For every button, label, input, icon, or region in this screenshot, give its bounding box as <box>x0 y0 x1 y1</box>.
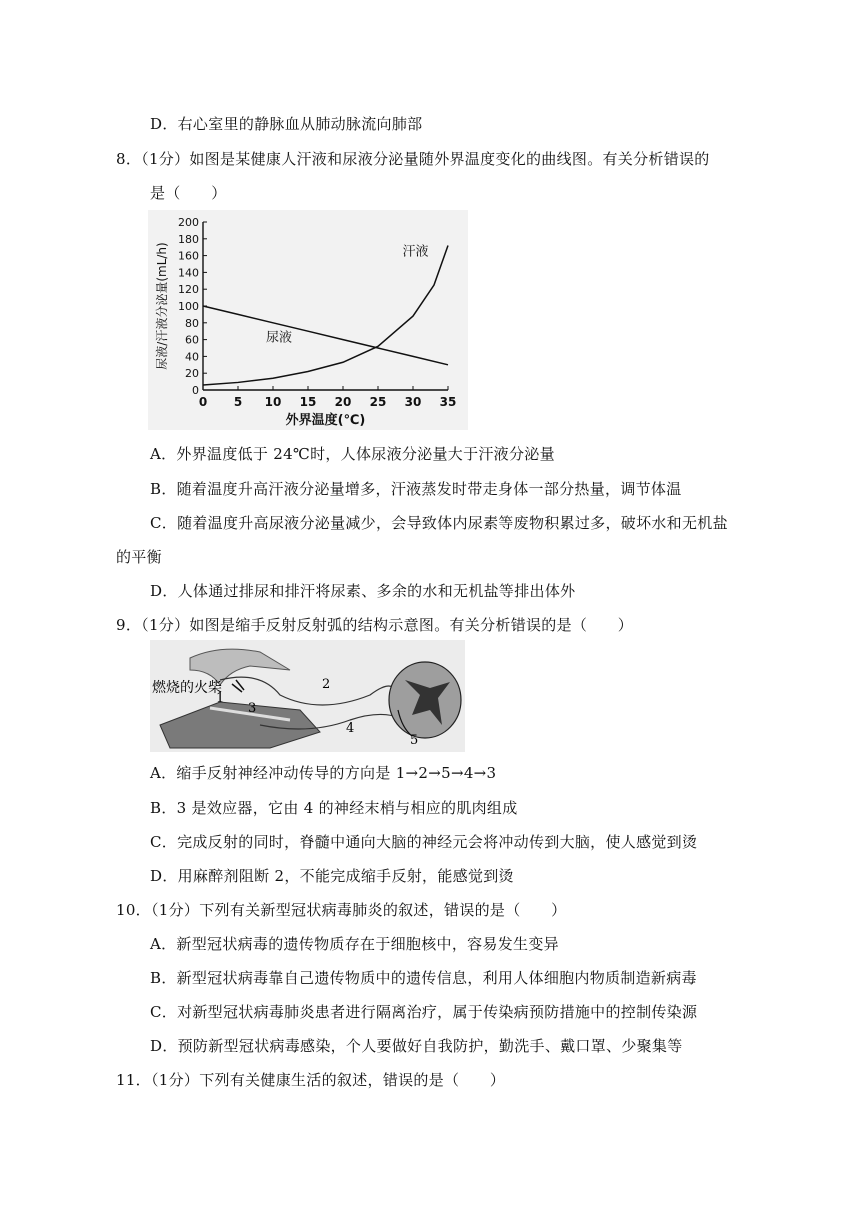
y-tick-label: 180 <box>178 232 199 246</box>
y-tick-label: 200 <box>178 216 199 229</box>
x-tick-label: 35 <box>439 395 457 409</box>
x-tick-label: 0 <box>198 395 208 409</box>
y-tick-label: 40 <box>185 350 199 364</box>
q11-stem: 11．（1分）下列有关健康生活的叙述，错误的是（ ） <box>116 1071 506 1089</box>
y-tick-label: 140 <box>178 266 199 280</box>
x-tick-label: 20 <box>334 395 352 409</box>
label-5: 5 <box>410 733 419 748</box>
y-tick-label: 80 <box>185 316 199 330</box>
q7-option-d: D．右心室里的静脉血从肺动脉流向肺部 <box>150 115 423 133</box>
x-tick-label: 15 <box>299 395 317 409</box>
match-label: 燃烧的火柴 <box>152 680 222 696</box>
q8-option-c-line1: C．随着温度升高尿液分泌量减少，会导致体内尿素等废物积累过多，破坏水和无机盐 <box>150 514 728 532</box>
q9-option-a: A．缩手反射神经冲动传导的方向是 1→2→5→4→3 <box>150 764 497 782</box>
label-1: 1 <box>216 691 225 706</box>
x-tick-label: 30 <box>404 395 422 409</box>
q10-option-d: D．预防新型冠状病毒感染，个人要做好自我防护，勤洗手、戴口罩、少聚集等 <box>150 1037 683 1055</box>
q10-option-b: B．新型冠状病毒靠自己遗传物质中的遗传信息，利用人体细胞内物质制造新病毒 <box>150 969 697 987</box>
temperature-secretion-chart <box>148 210 468 430</box>
label-3: 3 <box>248 701 257 716</box>
y-axis-title: 尿液/汗液分泌量(mL/h) <box>155 242 169 370</box>
label-4: 4 <box>346 721 355 736</box>
y-tick-label: 160 <box>178 249 199 263</box>
label-2: 2 <box>322 677 331 692</box>
y-tick-label: 100 <box>178 300 199 313</box>
q8-stem-line2: 是（ ） <box>150 184 227 202</box>
q9-stem: 9．（1分）如图是缩手反射反射弧的结构示意图。有关分析错误的是（ ） <box>116 616 634 634</box>
q10-stem: 10．（1分）下列有关新型冠状病毒肺炎的叙述，错误的是（ ） <box>116 901 567 919</box>
x-tick-label: 25 <box>369 395 387 409</box>
q9-option-b: B．3 是效应器，它由 4 的神经末梢与相应的肌肉组成 <box>150 799 518 817</box>
x-tick-label: 10 <box>264 395 282 409</box>
q8-stem-line1: 8．（1分）如图是某健康人汗液和尿液分泌量随外界温度变化的曲线图。有关分析错误的 <box>116 150 710 168</box>
q8-option-b: B．随着温度升高汗液分泌量增多，汗液蒸发时带走身体一部分热量，调节体温 <box>150 480 682 498</box>
reflex-arc-figure <box>150 640 465 752</box>
q8-option-c-line2: 的平衡 <box>116 548 162 566</box>
q9-option-d: D．用麻醉剂阻断 2，不能完成缩手反射，能感觉到烫 <box>150 867 514 885</box>
urine-series-label: 尿液 <box>266 330 293 346</box>
x-axis-title: 外界温度(℃) <box>285 413 366 428</box>
q8-option-d: D．人体通过排尿和排汗将尿素、多余的水和无机盐等排出体外 <box>150 582 576 600</box>
y-tick-label: 120 <box>178 283 199 297</box>
q9-option-c: C．完成反射的同时，脊髓中通向大脑的神经元会将冲动传到大脑，使人感觉到烫 <box>150 833 698 851</box>
y-tick-label: 20 <box>185 367 199 381</box>
sweat-series-label: 汗液 <box>402 244 429 260</box>
y-tick-label: 0 <box>192 384 199 397</box>
q10-option-a: A．新型冠状病毒的遗传物质存在于细胞核中，容易发生变异 <box>150 935 559 953</box>
y-tick-label: 60 <box>185 333 199 347</box>
q10-option-c: C．对新型冠状病毒肺炎患者进行隔离治疗，属于传染病预防措施中的控制传染源 <box>150 1003 698 1021</box>
q8-option-a: A．外界温度低于 24℃时，人体尿液分泌量大于汗液分泌量 <box>150 445 555 463</box>
x-tick-label: 5 <box>233 395 243 409</box>
